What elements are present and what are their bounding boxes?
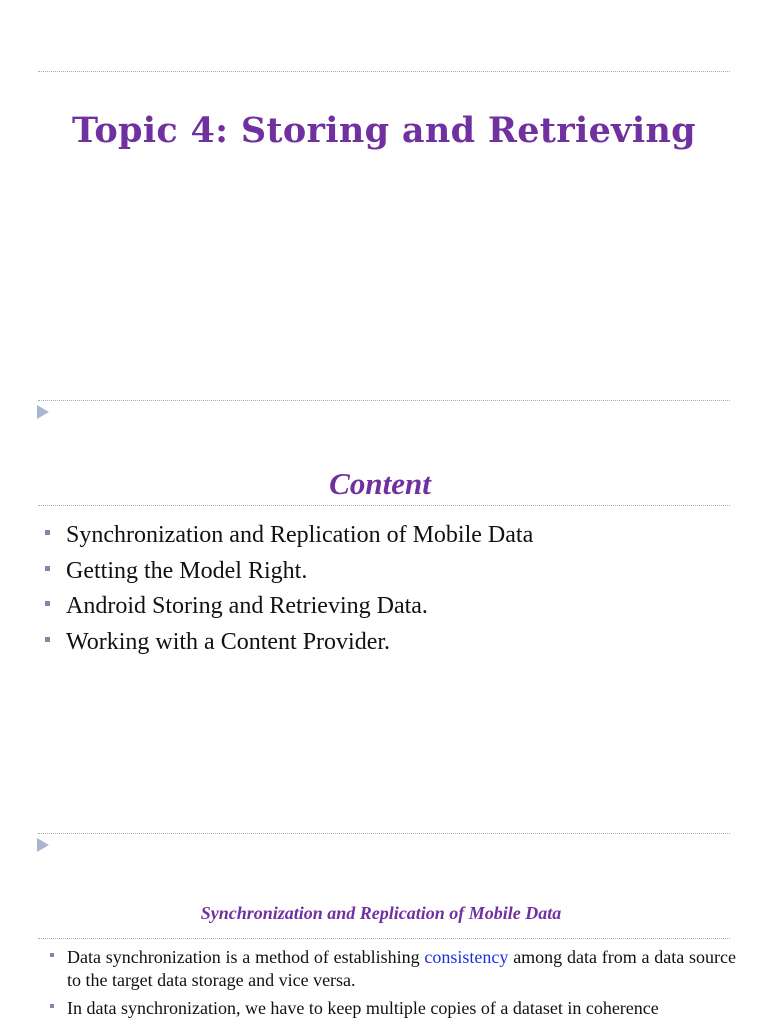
consistency-link[interactable]: consistency	[424, 947, 509, 967]
body-paragraph	[48, 997, 736, 1020]
slide3-title-divider	[38, 938, 730, 939]
list-item-text: Android Storing and Retrieving Data.	[66, 593, 428, 619]
body-paragraph	[48, 946, 736, 992]
list-item	[44, 554, 533, 590]
paragraph-text-end: among data from a data source to the target data storage and vice versa.	[67, 947, 737, 990]
list-item-text: Getting the Model Right.	[66, 557, 308, 584]
slide-marker-triangle-icon	[37, 838, 49, 852]
slide2-title-divider	[38, 505, 730, 506]
slide2-bottom-divider	[38, 833, 730, 834]
slide3-title: Synchronization and Replication of Mobile Data	[200, 903, 562, 923]
list-item-text: Synchronization and Replication of Mobile Data	[66, 522, 534, 548]
body-list	[48, 946, 736, 1024]
slide1-bottom-divider	[38, 400, 730, 401]
content-list	[44, 518, 533, 660]
slide1-title: Topic 4: Storing and Retrieving	[72, 110, 696, 151]
list-item	[44, 518, 533, 554]
list-item	[44, 589, 533, 625]
slide-marker-triangle-icon	[37, 405, 49, 419]
slide2-title: Content	[329, 466, 431, 501]
slide1-top-divider	[38, 71, 730, 72]
square-bullet-icon	[50, 953, 54, 957]
square-bullet-icon	[50, 1004, 54, 1008]
square-bullet-icon	[45, 601, 50, 606]
list-item	[44, 625, 533, 661]
square-bullet-icon	[45, 530, 50, 535]
paragraph-text: In data synchronization, we have to keep multiple copies of a dataset in coherence	[67, 998, 659, 1018]
square-bullet-icon	[45, 637, 50, 642]
list-item-text: Working with a Content Provider.	[66, 628, 391, 655]
square-bullet-icon	[45, 566, 50, 571]
paragraph-text-start: Data synchronization is a method of establishing	[67, 947, 425, 967]
